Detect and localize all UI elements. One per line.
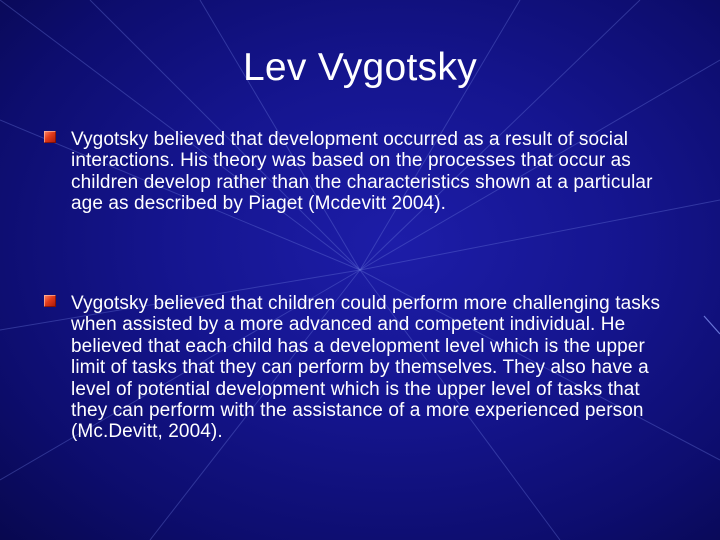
bullet-item xyxy=(44,293,664,443)
bullet-text: Vygotsky believed that development occurred as a result of social interactions. His theory was based on the processes that occur as children develop rather than the characteristics shown at a particular age as described by Piaget (Mcdevitt 2004). xyxy=(71,129,653,215)
square-bullet-icon xyxy=(44,131,56,143)
slide-title: Lev Vygotsky xyxy=(242,46,478,89)
bullet-item xyxy=(44,129,664,215)
bullet-text: Vygotsky believed that children could perform more challenging tasks when assisted by a more advanced and competent individual. He believed that each child has a development level which is the upper limit of tasks that they can perform by themselves. They also have a level of potential development which is the upper level of tasks that they can perform with the assistance of a more experienced person (Mc.Devitt, 2004). xyxy=(71,293,661,443)
square-bullet-icon xyxy=(44,295,56,307)
